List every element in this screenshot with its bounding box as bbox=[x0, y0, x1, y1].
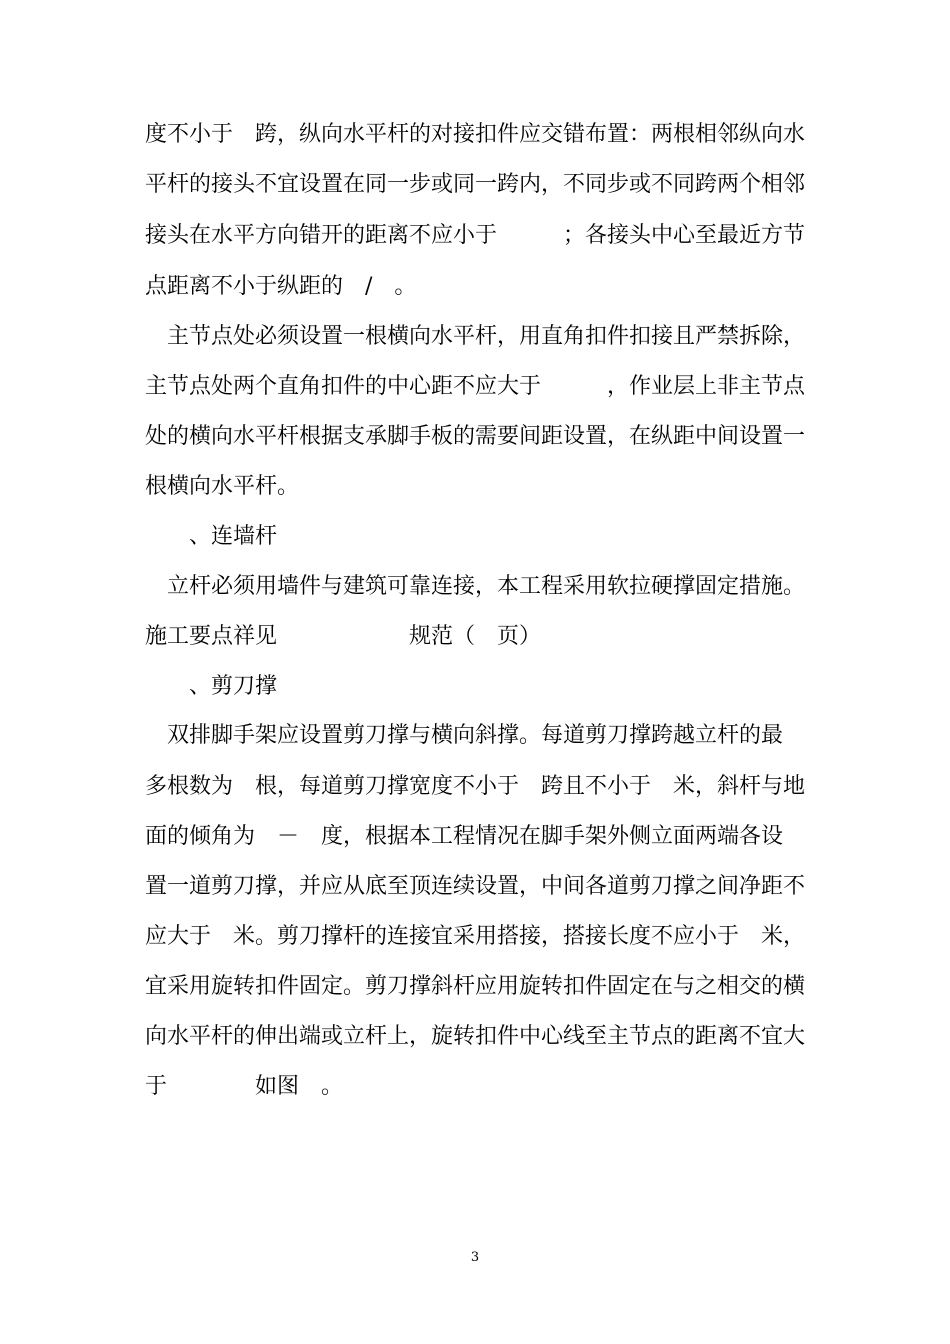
text-line: 点距离不小于纵距的 / 。 bbox=[145, 274, 417, 299]
text-line: 于 如图 。 bbox=[145, 1074, 344, 1099]
text-line: 立杆必须用墙件与建筑可靠连接，本工程采用软拉硬撑固定措施。 bbox=[145, 574, 806, 599]
text-line: 双排脚手架应设置剪刀撑与横向斜撑。每道剪刀撑跨越立杆的最 bbox=[145, 723, 784, 748]
text-line: 接头在水平方向错开的距离不应小于 ；各接头中心至最近方节 bbox=[145, 223, 806, 248]
text-line: 宜采用旋转扣件固定。剪刀撑斜杆应用旋转扣件固定在与之相交的横 bbox=[145, 974, 806, 999]
text-line: 根横向水平杆。 bbox=[145, 474, 300, 499]
text-line: 处的横向水平杆根据支承脚手板的需要间距设置，在纵距中间设置一 bbox=[145, 424, 806, 449]
text-line: 主节点处两个直角扣件的中心距不应大于 ，作业层上非主节点 bbox=[145, 374, 806, 399]
text-line: 施工要点祥见 规范（ 页） bbox=[145, 624, 542, 649]
text-line: 置一道剪刀撑，并应从底至顶连续设置，中间各道剪刀撑之间净距不 bbox=[145, 874, 806, 899]
text-line: 应大于 米。剪刀撑杆的连接宜采用搭接，搭接长度不应小于 米， bbox=[145, 924, 806, 949]
section-heading: 、剪刀撑 bbox=[145, 674, 278, 699]
text-line: 多根数为 根，每道剪刀撑宽度不小于 跨且不小于 米，斜杆与地 bbox=[145, 774, 806, 799]
text-line: 度不小于 跨，纵向水平杆的对接扣件应交错布置：两根相邻纵向水 bbox=[145, 122, 806, 147]
text-line: 向水平杆的伸出端或立杆上，旋转扣件中心线至主节点的距离不宜大 bbox=[145, 1024, 806, 1049]
text-line: 主节点处必须设置一根横向水平杆，用直角扣件扣接且严禁拆除， bbox=[145, 324, 806, 349]
section-heading: 、连墙杆 bbox=[145, 524, 278, 549]
text-line: 面的倾角为 － 度，根据本工程情况在脚手架外侧立面两端各设 bbox=[145, 824, 784, 849]
page-number: 3 bbox=[470, 1250, 480, 1265]
text-line: 平杆的接头不宜设置在同一步或同一跨内，不同步或不同跨两个相邻 bbox=[145, 172, 806, 197]
